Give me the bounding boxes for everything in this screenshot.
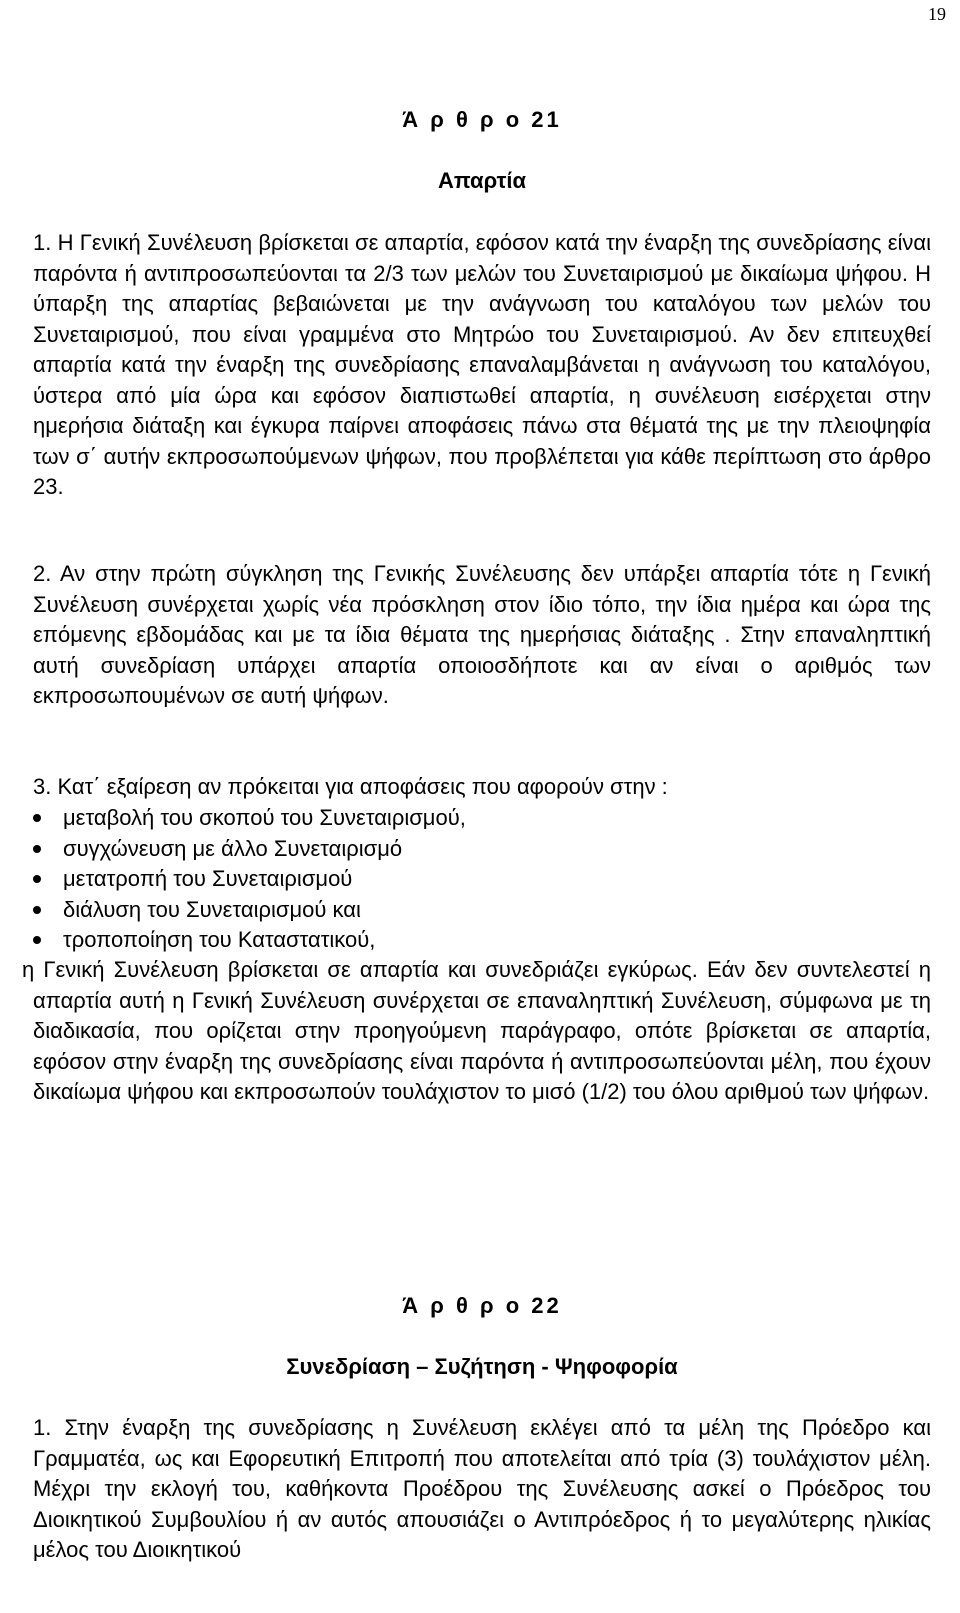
list-item: τροποποίηση του Καταστατικού,	[33, 925, 931, 956]
list-item: διάλυση του Συνεταιρισμού και	[33, 895, 931, 926]
article-21-paragraph-3-intro: 3. Κατ΄ εξαίρεση αν πρόκειται για αποφάσεις που αφορούν στην :	[33, 774, 668, 799]
list-item: μετατροπή του Συνεταιρισμού	[33, 864, 931, 895]
article-21-paragraph-2: 2. Αν στην πρώτη σύγκληση της Γενικής Συνέλευσης δεν υπάρξει απαρτία τότε η Γενική Συνέλευση συνέρχεται χωρίς νέα πρόσκληση στον ίδιο τόπο, την ίδια ημέρα και ώρα της επόμενης εβδομάδας και με τα ίδια θέματα της ημερήσιας διάταξης . Στην επαναληπτική αυτή συνεδρίαση υπάρχει απαρτία οποιοσδήποτε και αν είναι ο αριθμός των εκπροσωπουμένων σε αυτή ψήφων.	[33, 561, 931, 708]
article-22-title: Συνεδρίαση – Συζήτηση - Ψηφοφορία	[286, 1354, 678, 1379]
article-21-paragraph-3-continuation: η Γενική Συνέλευση βρίσκεται σε απαρτία και συνεδριάζει εγκύρως. Εάν δεν συντελεστεί η απαρτία αυτή η Γενική Συνέλευση συνέρχεται σε επαναληπτική Συνέλευση, σύμφωνα με τη διαδικασία, που ορίζεται στην προηγούμενη παράγραφο, οπότε βρίσκεται σε απαρτία, εφόσον στην έναρξη της συνεδρίασης είναι παρόντα ή αντιπροσωπεύονται μέλη, που έχουν δικαίωμα ψήφου και εκπροσωπούν τουλάχιστον το μισό (1/2) του όλου αριθμού των ψήφων.	[22, 957, 931, 1104]
article-21-paragraph-1: 1. Η Γενική Συνέλευση βρίσκεται σε απαρτία, εφόσον κατά την έναρξη της συνεδρίασης είναι παρόντα ή αντιπροσωπεύονται τα 2/3 των μελών του Συνεταιρισμού με δικαίωμα ψήφου. Η ύπαρξη της απαρτίας βεβαιώνεται με την ανάγνωση του καταλόγου των μελών του Συνεταιρισμού, που είναι γραμμένα στο Μητρώο του Συνεταιρισμού. Αν δεν επιτευχθεί απαρτία κατά την έναρξη της συνεδρίασης επαναλαμβάνεται η ανάγνωση του καταλόγου, ύστερα από μία ώρα και εφόσον διαπιστωθεί απαρτία, η συνέλευση εισέρχεται στην ημερήσια διάταξη και έγκυρα παίρνει αποφάσεις πάνω στα θέματά της με την πλειοψηφία των σ΄ αυτήν εκπροσωπούμενων ψήφων, που προβλέπεται για κάθε περίπτωση στο άρθρο 23.	[33, 230, 931, 499]
list-item: μεταβολή του σκοπού του Συνεταιρισμού,	[33, 803, 931, 834]
list-item: συγχώνευση με άλλο Συνεταιρισμό	[33, 834, 931, 865]
page-number: 19	[928, 4, 946, 24]
article-22-number: Ά ρ θ ρ ο 22	[402, 1293, 562, 1318]
bullet-icon	[33, 814, 41, 822]
article-21-number: Ά ρ θ ρ ο 21	[402, 107, 562, 132]
bullet-icon	[33, 875, 41, 883]
bullet-icon	[33, 906, 41, 914]
bullet-icon	[33, 936, 41, 944]
article-21-title: Απαρτία	[437, 168, 527, 193]
article-22-paragraph-1: 1. Στην έναρξη της συνεδρίασης η Συνέλευση εκλέγει από τα μέλη της Πρόεδρο και Γραμματέα, ως και Εφορευτική Επιτροπή που αποτελείται από τρία (3) τουλάχιστον μέλη. Μέχρι την εκλογή του, καθήκοντα Προέδρου της Συνέλευσης ασκεί ο Πρόεδρος του Διοικητικού Συμβουλίου ή αν αυτός απουσιάζει ο Αντιπρόεδρος ή το μεγαλύτερης ηλικίας μέλος του Διοικητικού	[33, 1415, 931, 1562]
exceptions-list	[33, 803, 931, 956]
bullet-icon	[33, 845, 41, 853]
